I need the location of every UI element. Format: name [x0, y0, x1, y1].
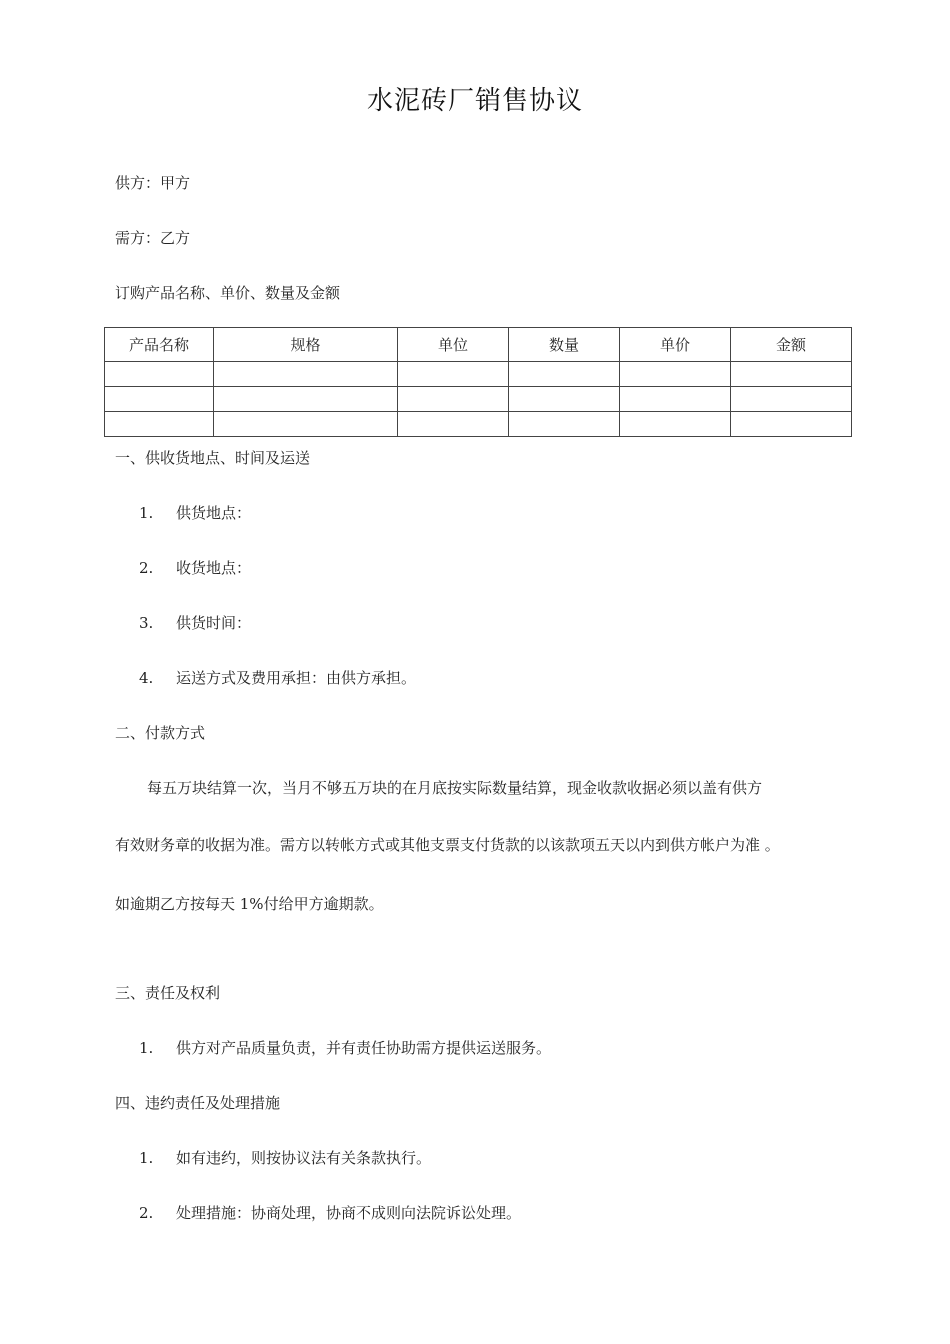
list-item: 如有违约，则按协议法有关条款执行。 — [176, 1149, 432, 1167]
table-cell — [620, 387, 731, 412]
table-row — [105, 387, 852, 412]
table-row — [105, 362, 852, 387]
col-header-amount: 金额 — [731, 328, 852, 362]
table-cell — [731, 412, 852, 437]
table-cell — [105, 412, 214, 437]
table-cell — [214, 387, 398, 412]
list-item: 供货地点： — [176, 504, 252, 522]
table-cell — [398, 387, 509, 412]
table-cell — [398, 362, 509, 387]
table-cell — [731, 387, 852, 412]
list-item-number: 1. — [139, 1149, 154, 1167]
section2-heading: 二、付款方式 — [115, 724, 206, 742]
list-item-number: 3. — [139, 614, 154, 632]
order-heading: 订购产品名称、单价、数量及金额 — [115, 284, 341, 302]
table-row — [105, 412, 852, 437]
list-item: 处理措施：协商处理，协商不成则向法院诉讼处理。 — [176, 1204, 522, 1222]
supplier-line: 供方：甲方 — [115, 174, 191, 192]
col-header-unit-price: 单价 — [620, 328, 731, 362]
table-cell — [214, 412, 398, 437]
list-item: 收货地点： — [176, 559, 252, 577]
list-item-number: 2. — [139, 1204, 154, 1222]
list-item-number: 1. — [139, 1039, 154, 1057]
section4-heading: 四、违约责任及处理措施 — [115, 1094, 281, 1112]
table-cell — [214, 362, 398, 387]
list-item: 运送方式及费用承担：由供方承担。 — [176, 669, 417, 687]
table-cell — [620, 362, 731, 387]
table-cell — [731, 362, 852, 387]
section3-heading: 三、责任及权利 — [115, 984, 221, 1002]
payment-paragraph-line-2: 有效财务章的收据为准。需方以转帐方式或其他支票支付货款的以该款项五天以内到供方帐户为准 。 — [115, 836, 780, 854]
list-item-number: 2. — [139, 559, 154, 577]
table-cell — [398, 412, 509, 437]
table-cell — [509, 387, 620, 412]
product-table — [104, 327, 852, 437]
list-item: 供货时间： — [176, 614, 252, 632]
col-header-spec: 规格 — [214, 328, 398, 362]
table-cell — [509, 412, 620, 437]
list-item-number: 4. — [139, 669, 154, 687]
buyer-line: 需方：乙方 — [115, 229, 191, 247]
col-header-quantity: 数量 — [509, 328, 620, 362]
payment-paragraph-line-3: 如逾期乙方按每天 1%付给甲方逾期款。 — [115, 895, 384, 913]
payment-paragraph-line-1: 每五万块结算一次，当月不够五万块的在月底按实际数量结算，现金收款收据必须以盖有供方 — [147, 779, 763, 797]
list-item-number: 1. — [139, 504, 154, 522]
list-item: 供方对产品质量负责，并有责任协助需方提供运送服务。 — [176, 1039, 552, 1057]
section1-heading: 一、供收货地点、时间及运送 — [115, 449, 311, 467]
table-cell — [105, 362, 214, 387]
table-header-row — [105, 328, 852, 362]
col-header-unit: 单位 — [398, 328, 509, 362]
table-cell — [620, 412, 731, 437]
table-cell — [509, 362, 620, 387]
col-header-product-name: 产品名称 — [105, 328, 214, 362]
document-title: 水泥砖厂销售协议 — [366, 86, 583, 116]
table-cell — [105, 387, 214, 412]
